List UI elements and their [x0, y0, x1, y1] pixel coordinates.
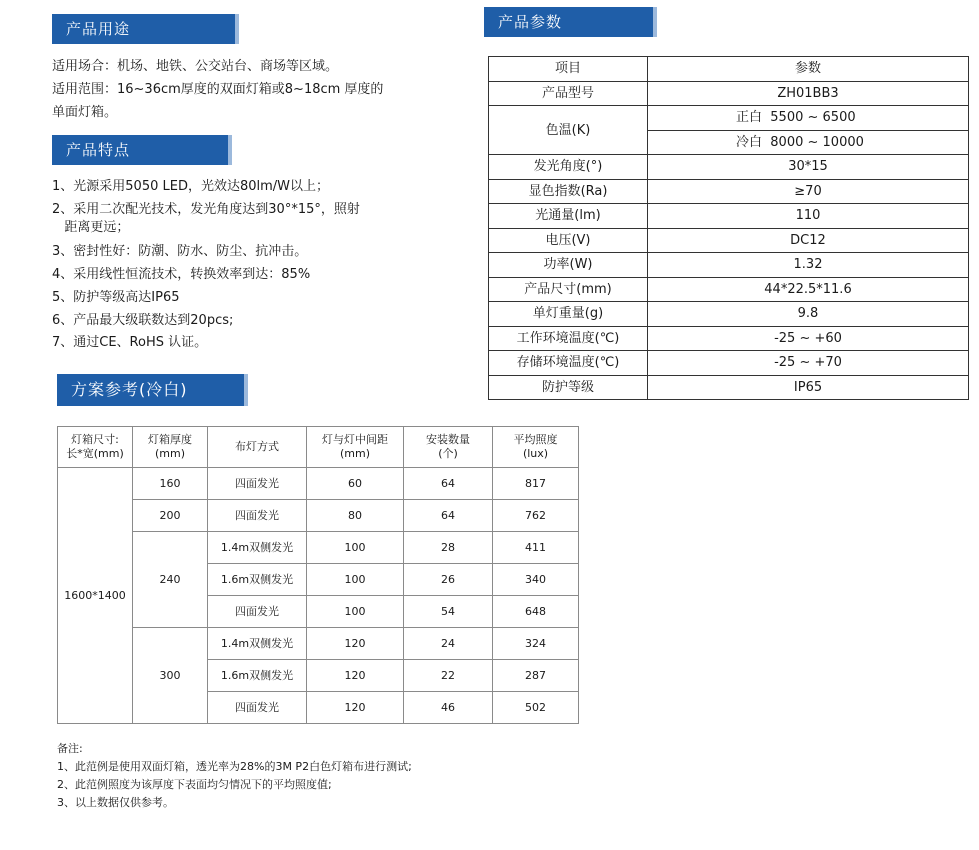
feature-item: 距离更远； [52, 220, 130, 235]
spacing-cell: 120 [307, 692, 404, 724]
feature-item: 6、产品最大级联数达到20pcs; [52, 313, 234, 328]
layout-cell: 1.4m双侧发光 [208, 532, 307, 564]
illuminance-cell: 287 [493, 660, 579, 692]
param-label: 电压(V) [489, 228, 648, 253]
param-value: ZH01BB3 [648, 81, 969, 106]
spacing-cell: 80 [307, 500, 404, 532]
table-row [58, 500, 579, 532]
param-value: 44*22.5*11.6 [648, 277, 969, 302]
color-temp-value: 5500 ~ 6500 [770, 110, 856, 126]
note-item: 3、以上数据仅供参考。 [57, 796, 174, 809]
header-line: 平均照度 [513, 433, 558, 446]
params-row [489, 302, 969, 327]
note-item: 2、此范例照度为该厚度下表面均匀情况下的平均照度值; [57, 778, 332, 791]
param-label: 色温(K) [489, 106, 648, 155]
illuminance-cell: 340 [493, 564, 579, 596]
layout-cell: 四面发光 [208, 692, 307, 724]
param-label: 显色指数(Ra) [489, 179, 648, 204]
quantity-cell: 26 [404, 564, 493, 596]
param-label: 光通量(lm) [489, 204, 648, 229]
usage-section-header: 产品用途 [52, 14, 235, 44]
illuminance-cell: 648 [493, 596, 579, 628]
scheme-section-header: 方案参考(冷白) [57, 374, 244, 406]
thickness-cell: 200 [133, 500, 208, 532]
thickness-cell: 240 [133, 532, 208, 628]
features-section-header: 产品特点 [52, 135, 228, 165]
param-value: ≥70 [648, 179, 969, 204]
params-row [489, 106, 969, 131]
quantity-cell: 28 [404, 532, 493, 564]
param-value: IP65 [648, 375, 969, 400]
scheme-header-cell [58, 427, 133, 468]
notes-block [57, 740, 412, 812]
color-temp-option [648, 106, 969, 131]
params-header-row [489, 57, 969, 82]
params-row [489, 253, 969, 278]
feature-item: 3、密封性好：防潮、防水、防尘、抗冲击。 [52, 244, 308, 259]
params-row [489, 155, 969, 180]
layout-cell: 1.4m双侧发光 [208, 628, 307, 660]
params-row [489, 375, 969, 400]
quantity-cell: 64 [404, 468, 493, 500]
params-table [488, 56, 969, 400]
param-value: 9.8 [648, 302, 969, 327]
notes-title: 备注: [57, 742, 83, 755]
param-label: 功率(W) [489, 253, 648, 278]
layout-cell: 四面发光 [208, 500, 307, 532]
param-label: 产品型号 [489, 81, 648, 106]
param-value: DC12 [648, 228, 969, 253]
usage-line: 适用范围：16~36cm厚度的双面灯箱或8~18cm 厚度的 [52, 82, 384, 97]
spacing-cell: 100 [307, 532, 404, 564]
thickness-cell: 160 [133, 468, 208, 500]
table-row [58, 532, 579, 564]
scheme-header-cell: 布灯方式 [208, 427, 307, 468]
param-label: 工作环境温度(℃) [489, 326, 648, 351]
param-value: 30*15 [648, 155, 969, 180]
quantity-cell: 64 [404, 500, 493, 532]
illuminance-cell: 817 [493, 468, 579, 500]
param-label: 存储环境温度(℃) [489, 351, 648, 376]
header-line: (mm) [154, 447, 185, 460]
spacing-cell: 120 [307, 628, 404, 660]
quantity-cell: 54 [404, 596, 493, 628]
feature-item: 4、采用线性恒流技术，转换效率到达：85% [52, 267, 311, 282]
spacing-cell: 100 [307, 596, 404, 628]
header-line: 灯与灯中间距 [322, 433, 388, 446]
spacing-cell: 60 [307, 468, 404, 500]
layout-cell: 1.6m双侧发光 [208, 564, 307, 596]
table-row [58, 628, 579, 660]
param-label: 发光角度(°) [489, 155, 648, 180]
feature-item: 7、通过CE、RoHS 认证。 [52, 335, 208, 350]
param-label: 防护等级 [489, 375, 648, 400]
scheme-table [57, 426, 579, 724]
layout-cell: 四面发光 [208, 468, 307, 500]
table-row [58, 468, 579, 500]
feature-item: 5、防护等级高达IP65 [52, 290, 180, 305]
params-header-value: 参数 [648, 57, 969, 82]
feature-item: 1、光源采用5050 LED，光效达80lm/W以上； [52, 179, 330, 194]
params-section-header: 产品参数 [484, 7, 653, 37]
params-row [489, 81, 969, 106]
color-temp-name: 正白 [736, 110, 763, 126]
layout-cell: 1.6m双侧发光 [208, 660, 307, 692]
header-line: (lux) [522, 447, 549, 460]
scheme-header-cell [404, 427, 493, 468]
param-label: 产品尺寸(mm) [489, 277, 648, 302]
color-temp-name: 冷白 [736, 134, 763, 150]
layout-cell: 四面发光 [208, 596, 307, 628]
illuminance-cell: 411 [493, 532, 579, 564]
params-row [489, 277, 969, 302]
spacing-cell: 120 [307, 660, 404, 692]
quantity-cell: 46 [404, 692, 493, 724]
quantity-cell: 24 [404, 628, 493, 660]
header-line: (mm) [339, 447, 370, 460]
illuminance-cell: 324 [493, 628, 579, 660]
illuminance-cell: 502 [493, 692, 579, 724]
params-row [489, 179, 969, 204]
usage-line: 适用场合：机场、地铁、公交站台、商场等区域。 [52, 59, 339, 74]
quantity-cell: 22 [404, 660, 493, 692]
thickness-cell: 300 [133, 628, 208, 724]
param-value: -25 ~ +60 [648, 326, 969, 351]
usage-line: 单面灯箱。 [52, 105, 118, 120]
feature-item: 2、采用二次配光技术，发光角度达到30°*15°，照射 [52, 202, 360, 217]
params-row [489, 204, 969, 229]
param-value: 110 [648, 204, 969, 229]
params-row [489, 228, 969, 253]
header-line: 灯箱厚度 [148, 433, 192, 446]
header-line: (个) [438, 447, 458, 460]
params-row [489, 326, 969, 351]
scheme-header-cell [307, 427, 404, 468]
param-value: 1.32 [648, 253, 969, 278]
param-label: 单灯重量(g) [489, 302, 648, 327]
spacing-cell: 100 [307, 564, 404, 596]
color-temp-option [648, 130, 969, 155]
color-temp-value: 8000 ~ 10000 [770, 134, 864, 150]
header-line: 灯箱尺寸: [71, 433, 119, 446]
params-row [489, 351, 969, 376]
params-header-item: 项目 [489, 57, 648, 82]
header-line: 长*宽(mm) [66, 447, 124, 460]
box-size-cell: 1600*1400 [58, 468, 133, 724]
note-item: 1、此范例是使用双面灯箱，透光率为28%的3M P2白色灯箱布进行测试; [57, 760, 412, 773]
header-line: 安装数量 [426, 433, 470, 446]
scheme-header-cell [493, 427, 579, 468]
param-value: -25 ~ +70 [648, 351, 969, 376]
scheme-header-cell [133, 427, 208, 468]
illuminance-cell: 762 [493, 500, 579, 532]
scheme-header-row [58, 427, 579, 468]
